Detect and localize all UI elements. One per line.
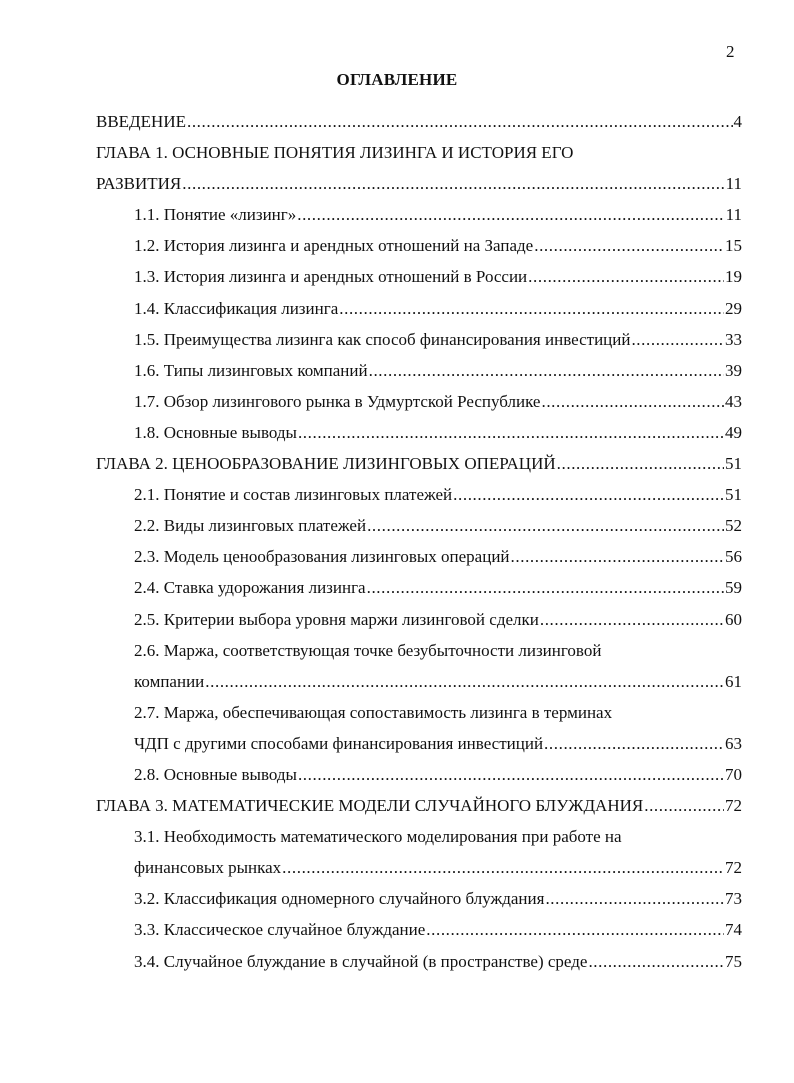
toc-entry[interactable] (96, 914, 742, 945)
toc-entry[interactable] (96, 697, 742, 728)
toc-title: ОГЛАВЛЕНИЕ (336, 70, 458, 89)
toc-entry[interactable] (96, 168, 742, 199)
dot-leader (631, 324, 724, 355)
dot-leader (367, 572, 724, 603)
dot-leader (298, 759, 724, 790)
toc-entry[interactable] (96, 852, 742, 883)
toc-entry[interactable] (96, 666, 742, 697)
toc-page-number: 29 (725, 298, 742, 318)
toc-entry[interactable] (96, 230, 742, 261)
toc-entry[interactable] (96, 821, 742, 852)
toc-entry-text: финансовых рынках (134, 858, 282, 878)
dot-leader (541, 386, 724, 417)
dot-leader (644, 790, 724, 821)
dot-leader (511, 541, 724, 572)
toc-entry[interactable] (96, 106, 742, 137)
toc-page-number: 74 (725, 920, 742, 940)
toc-entry-text: 1.1. Понятие «лизинг» (134, 205, 297, 225)
toc-page-number: 60 (725, 609, 742, 629)
toc-page-number: 72 (725, 796, 742, 816)
toc-entry-text: 3.4. Случайное блуждание в случайной (в пространстве) среде (134, 951, 588, 971)
toc-entry[interactable] (96, 293, 742, 324)
toc-page-number: 61 (725, 671, 742, 691)
dot-leader (453, 479, 724, 510)
toc-entry-text: 1.7. Обзор лизингового рынка в Удмуртской Республике (134, 391, 541, 411)
dot-leader (534, 230, 724, 261)
toc-entry[interactable] (96, 261, 742, 292)
dot-leader (367, 510, 724, 541)
toc-page-number: 43 (725, 391, 742, 411)
dot-leader (540, 604, 724, 635)
toc-entry-text: ГЛАВА 3. МАТЕМАТИЧЕСКИЕ МОДЕЛИ СЛУЧАЙНОГО БЛУЖДАНИЯ (96, 796, 644, 816)
toc-entry-text: 3.1. Необходимость математического моделирования при работе на (134, 827, 622, 847)
toc-entry-text: ГЛАВА 1. ОСНОВНЫЕ ПОНЯТИЯ ЛИЗИНГА И ИСТОРИЯ ЕГО (96, 143, 574, 163)
dot-leader (557, 448, 724, 479)
toc-entry[interactable] (96, 728, 742, 759)
toc-page-number: 39 (725, 360, 742, 380)
dot-leader (369, 355, 724, 386)
toc-page-number: 52 (725, 516, 742, 536)
toc-entry[interactable] (96, 635, 742, 666)
dot-leader (528, 261, 724, 292)
toc-page-number: 63 (725, 733, 742, 753)
toc-entry[interactable] (96, 572, 742, 603)
toc-entry-text: 1.5. Преимущества лизинга как способ финансирования инвестиций (134, 329, 631, 349)
toc-entry[interactable] (96, 448, 742, 479)
toc-entry[interactable] (96, 479, 742, 510)
dot-leader (297, 199, 724, 230)
dot-leader (298, 417, 724, 448)
toc-entry-text: 2.4. Ставка удорожания лизинга (134, 578, 366, 598)
toc-page-number: 70 (725, 764, 742, 784)
dot-leader (182, 168, 724, 199)
toc-page-number: 72 (725, 858, 742, 878)
toc-entry[interactable] (96, 199, 742, 230)
toc-entry[interactable] (96, 946, 742, 977)
toc-entry-text: 1.8. Основные выводы (134, 422, 297, 442)
toc-entry-text: 1.3. История лизинга и арендных отношений в России (134, 267, 528, 287)
dot-leader (426, 914, 724, 945)
toc-entry[interactable] (96, 324, 742, 355)
toc-entry[interactable] (96, 759, 742, 790)
dot-leader (339, 293, 724, 324)
toc-entry-text: 2.7. Маржа, обеспечивающая сопоставимость лизинга в терминах (134, 702, 613, 722)
toc-entry-text: ВВЕДЕНИЕ (96, 112, 186, 131)
toc-entry[interactable] (96, 883, 742, 914)
dot-leader (187, 106, 733, 137)
toc-entry-text: 2.6. Маржа, соответствующая точке безубыточности лизинговой (134, 640, 602, 660)
toc-page-number: 4 (733, 112, 742, 131)
toc-entry[interactable] (96, 417, 742, 448)
page-number: 2 (726, 42, 735, 61)
toc-entry[interactable] (96, 790, 742, 821)
toc-entry-text: 3.2. Классификация одномерного случайного блуждания (134, 889, 545, 909)
toc-entry[interactable] (96, 510, 742, 541)
table-of-contents (96, 106, 742, 977)
toc-entry-text: 1.4. Классификация лизинга (134, 298, 339, 318)
toc-entry-text: 2.3. Модель ценообразования лизинговых операций (134, 547, 510, 567)
toc-entry-text: 1.6. Типы лизинговых компаний (134, 360, 368, 380)
toc-entry-text: РАЗВИТИЯ (96, 174, 182, 194)
toc-page-number: 59 (725, 578, 742, 598)
toc-page-number: 51 (725, 454, 742, 474)
toc-page-number: 33 (725, 329, 742, 349)
dot-leader (205, 666, 724, 697)
dot-leader (545, 883, 724, 914)
toc-page-number: 11 (725, 174, 742, 194)
toc-entry-text: 2.5. Критерии выбора уровня маржи лизинговой сделки (134, 609, 539, 629)
toc-entry[interactable] (96, 355, 742, 386)
toc-entry[interactable] (96, 541, 742, 572)
toc-page-number: 73 (725, 889, 742, 909)
dot-leader (588, 946, 724, 977)
toc-entry-text: компании (134, 671, 205, 691)
toc-page-number: 15 (725, 236, 742, 256)
toc-entry-text: ЧДП с другими способами финансирования инвестиций (134, 733, 544, 753)
toc-entry[interactable] (96, 604, 742, 635)
toc-entry-text: ГЛАВА 2. ЦЕНООБРАЗОВАНИЕ ЛИЗИНГОВЫХ ОПЕРАЦИЙ (96, 454, 556, 474)
toc-page-number: 56 (725, 547, 742, 567)
toc-entry[interactable] (96, 137, 742, 168)
toc-page-number: 19 (725, 267, 742, 287)
dot-leader (544, 728, 724, 759)
toc-page-number: 11 (725, 205, 742, 225)
dot-leader (282, 852, 724, 883)
toc-entry-text: 2.2. Виды лизинговых платежей (134, 516, 367, 536)
toc-entry-text: 3.3. Классическое случайное блуждание (134, 920, 426, 940)
toc-page-number: 49 (725, 422, 742, 442)
toc-entry[interactable] (96, 386, 742, 417)
toc-entry-text: 2.8. Основные выводы (134, 764, 297, 784)
toc-page-number: 75 (725, 951, 742, 971)
toc-entry-text: 2.1. Понятие и состав лизинговых платежей (134, 485, 453, 505)
toc-entry-text: 1.2. История лизинга и арендных отношений на Западе (134, 236, 534, 256)
toc-page-number: 51 (725, 485, 742, 505)
